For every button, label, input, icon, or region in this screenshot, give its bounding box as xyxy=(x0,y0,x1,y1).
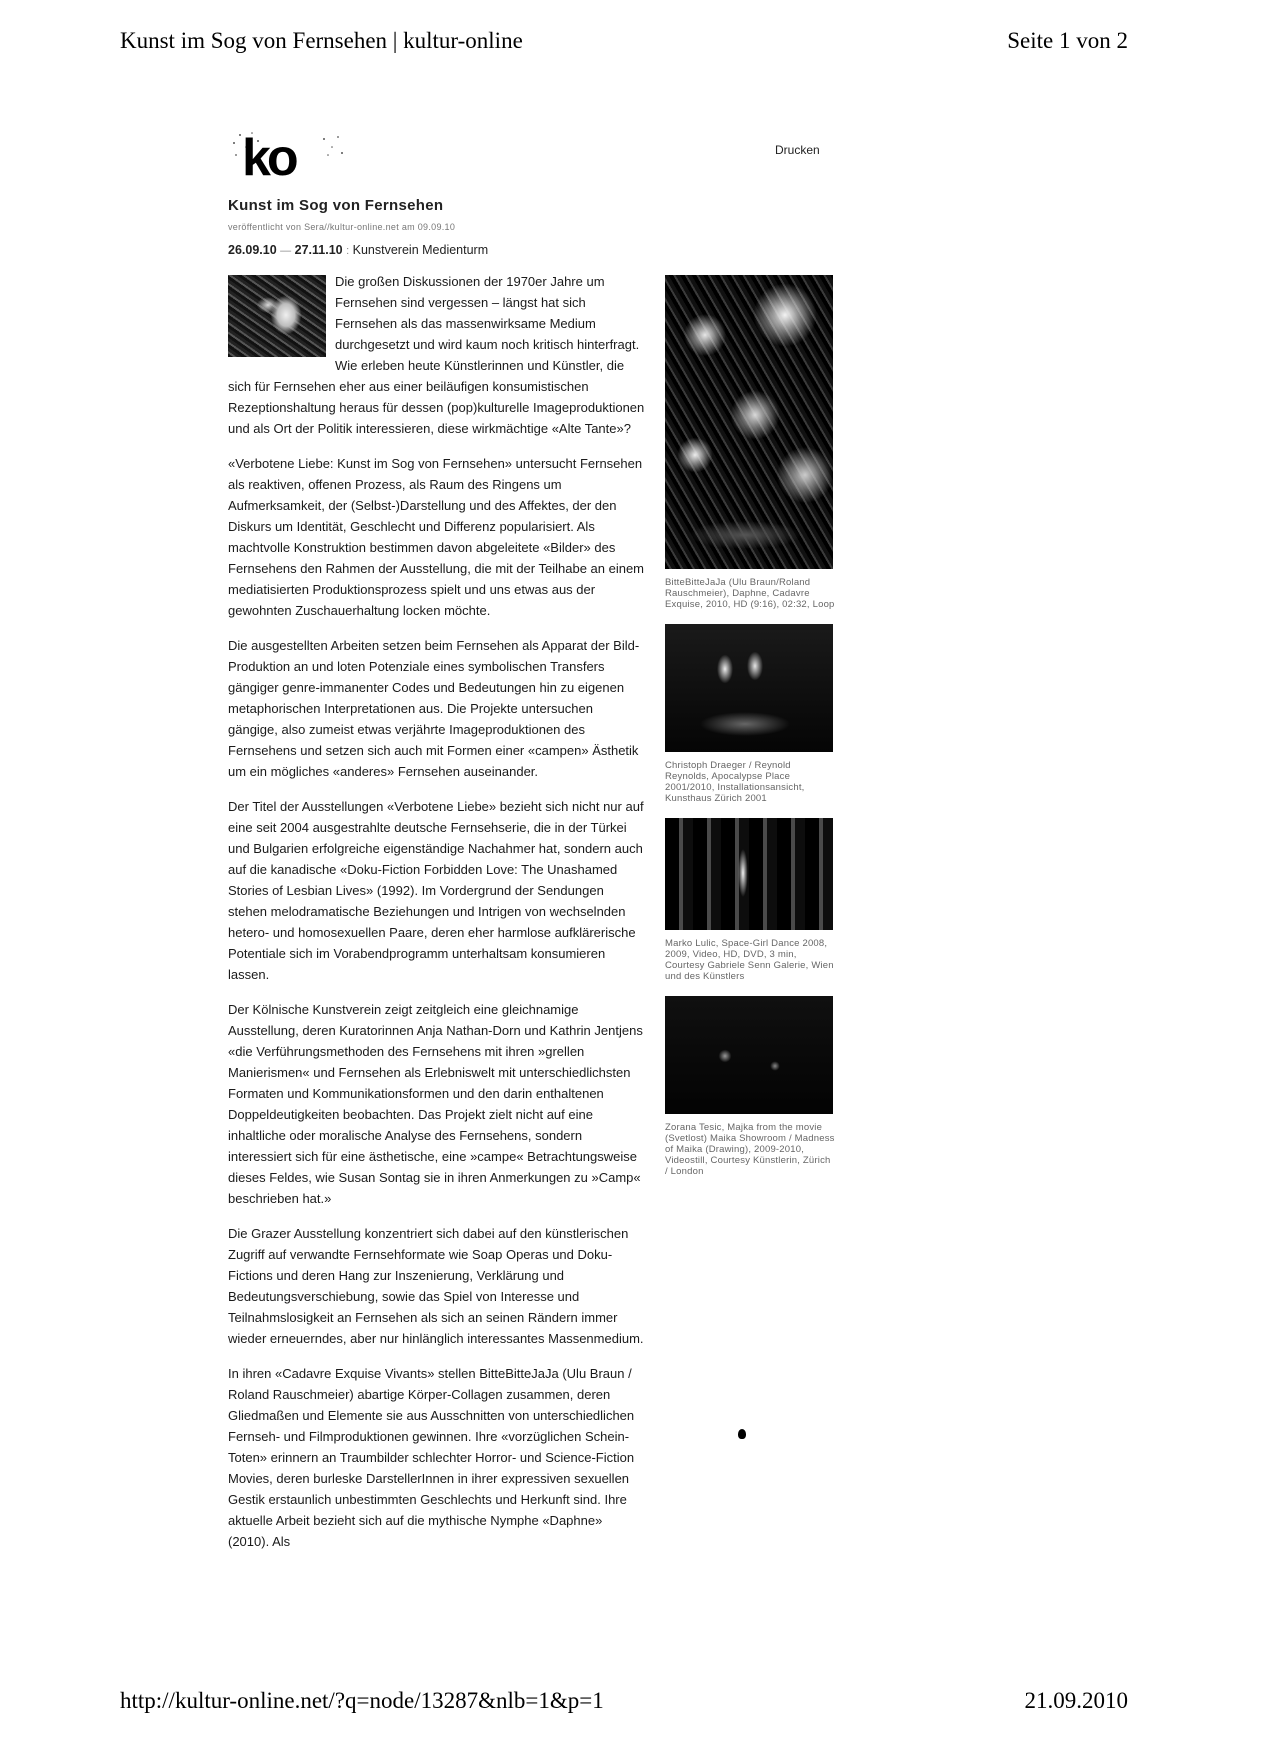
image-caption: BitteBitteJaJa (Ulu Braun/Roland Rauschmeier), Daphne, Cadavre Exquise, 2010, HD (9:16), 02:32, Loop xyxy=(665,577,835,610)
lead-thumbnail-image[interactable] xyxy=(228,275,326,357)
paragraph: «Verbotene Liebe: Kunst im Sog von Fernsehen» untersucht Fernsehen als reaktiven, offenen Prozess, als Raum des Ringens um Aufmerksamkeit, der (Selbst-)Darstellung und des Affektes, der den Diskurs um Identität, Geschlecht und Differenz popularisiert. Als machtvolle Konstruktion bestimmen davon abgeleitete «Bilder» des Fernsehens den Rahmen der Ausstellung, die mit der Teilhabe an einem mediatisierten Produktionsprozess spielt und uns etwas aus der gewohnten Zuschauerhaltung locken möchte. xyxy=(228,456,645,618)
artwork-image-apocalypse-place[interactable] xyxy=(665,624,833,752)
print-header-title: Kunst im Sog von Fernsehen | kultur-online xyxy=(120,28,523,53)
paragraph: Die ausgestellten Arbeiten setzen beim Fernsehen als Apparat der Bild-Produktion an und loten Potenziale eines symbolischen Transfers gängiger genre-immanenter Codes und Bedeutungen hin zu eigenen metaphorischen Interpretationen aus. Die Projekte untersuchen gängige, also zumeist etwas verjährte Imageproduktionen des Fernsehens und setzen sich auch mit Formen einer «campen» Ästhetik um ein mögliches «anderes» Fernsehen auseinander. xyxy=(228,638,640,779)
logo-text: ko xyxy=(242,129,295,185)
print-footer-url: http://kultur-online.net/?q=node/13287&nlb=1&p=1 xyxy=(120,1688,604,1713)
artwork-image-space-girl-dance[interactable] xyxy=(665,818,833,930)
date-separator: — xyxy=(280,245,292,257)
article-body xyxy=(228,271,646,1566)
image-caption: Zorana Tesic, Majka from the movie (Svetlost) Maika Showroom / Madness of Maika (Drawing), 2009-2010, Videostill, Courtesy Künstlerin, Zürich / London xyxy=(665,1122,835,1177)
article-date-line xyxy=(228,243,488,257)
date-start: 26.09.10 xyxy=(228,243,277,257)
paragraph-text: Die großen Diskussionen der 1970er Jahre um Fernsehen sind vergessen – längst hat sich Fernsehen als das massenwirksame Medium durchgesetzt und wird kaum noch kritisch hinterfragt. Wie erleben heute Künstlerinnen und Künstler, die sich für Fernsehen eher aus einer beiläufigen konsumistischen Rezeptionshaltung heraus für dessen (pop)kulturelle Imageproduktionen und als Ort der Politik interessieren, diese wirkmächtige «Alte Tante»? xyxy=(228,274,645,436)
paragraph: In ihren «Cadavre Exquise Vivants» stellen BitteBitteJaJa (Ulu Braun / Roland Rauschmeier) abartige Körper-Collagen zusammen, deren Gliedmaßen und Elemente sie aus Ausschnitten von unterschiedlichen Fernseh- und Filmproduktionen gewinnen. Ihre «vorzüglichen Schein-Toten» erinnern an Traumbilder schlechter Horror- und Science-Fiction Movies, deren burleske DarstellerInnen in ihrer expressiven sexuellen Gestik erstaunlich unbestimmten Geschlechts und Herkunft sind. Ihre aktuelle Arbeit bezieht sich auf die mythische Nymphe «Daphne» (2010). Als xyxy=(228,1366,635,1549)
artwork-image-daphne[interactable] xyxy=(665,275,833,569)
image-caption: Marko Lulic, Space-Girl Dance 2008, 2009, Video, HD, DVD, 3 min, Courtesy Gabriele Senn Galerie, Wien und des Künstlers xyxy=(665,938,834,982)
paragraph: Der Kölnische Kunstverein zeigt zeitgleich eine gleichnamige Ausstellung, deren Kuratorinnen Anja Nathan-Dorn und Kathrin Jentjens «die Verführungsmethoden des Fernsehens mit ihren »grellen Manierismen« und Fernsehen als Erlebniswelt mit unterschiedlichsten Formaten und Kommunikationsformen und den darin enthaltenen Doppeldeutigkeiten beobachten. Das Projekt zielt nicht auf eine inhaltliche oder moralische Analyse des Fernsehens, sondern interessiert sich für eine ästhetische, eine »campe« Betrachtungsweise dieses Feldes, wie Susan Sontag sie in ihren Anmerkungen zu »Camp« beschrieben hat.» xyxy=(228,1002,643,1206)
paragraph: Die Grazer Ausstellung konzentriert sich dabei auf den künstlerischen Zugriff auf verwandte Fernsehformate wie Soap Operas und Doku-Fictions und deren Hang zur Inszenierung, Verklärung und Bedeutungsverschiebung, sowie das Spiel von Interesse und Teilnahmslosigkeit an Fernsehen als sich an seinen Rändern immer wieder erneuerndes, aber nur hinlänglich interessantes Massenmedium. xyxy=(228,1226,644,1346)
artwork-image-majka[interactable] xyxy=(665,996,833,1114)
article-title: Kunst im Sog von Fernsehen xyxy=(228,197,444,214)
kultur-online-logo[interactable] xyxy=(228,125,348,185)
image-caption: Christoph Draeger / Reynold Reynolds, Apocalypse Place 2001/2010, Installationsansicht, Kunsthaus Zürich 2001 xyxy=(665,760,805,804)
image-sidebar xyxy=(665,275,835,1191)
venue-separator: : xyxy=(346,245,350,257)
scan-artifact-dot xyxy=(738,1429,746,1439)
venue: Kunstverein Medienturm xyxy=(352,243,489,257)
paragraph xyxy=(228,271,646,439)
print-header-page: Seite 1 von 2 xyxy=(1007,28,1128,53)
print-footer-date: 21.09.2010 xyxy=(1024,1688,1128,1713)
article-byline: veröffentlicht von Sera//kultur-online.net am 09.09.10 xyxy=(228,222,456,232)
print-button[interactable]: Drucken xyxy=(775,143,820,157)
paragraph: Der Titel der Ausstellungen «Verbotene Liebe» bezieht sich nicht nur auf eine seit 2004 ausgestrahlte deutsche Fernsehserie, die in der Türkei und Bulgarien erfolgreiche eigenständige Nachahmer hat, sondern auch auf die kanadische «Doku-Fiction Forbidden Love: The Unashamed Stories of Lesbian Lives» (1992). Im Vordergrund der Sendungen stehen melodramatische Beziehungen und Intrigen von wechselnden hetero- und homosexuellen Paare, deren eher harmlose aufklärerische Potentiale sich im Vorabendprogramm unterhaltsam konsumieren lassen. xyxy=(228,799,644,982)
date-end: 27.11.10 xyxy=(294,243,343,257)
